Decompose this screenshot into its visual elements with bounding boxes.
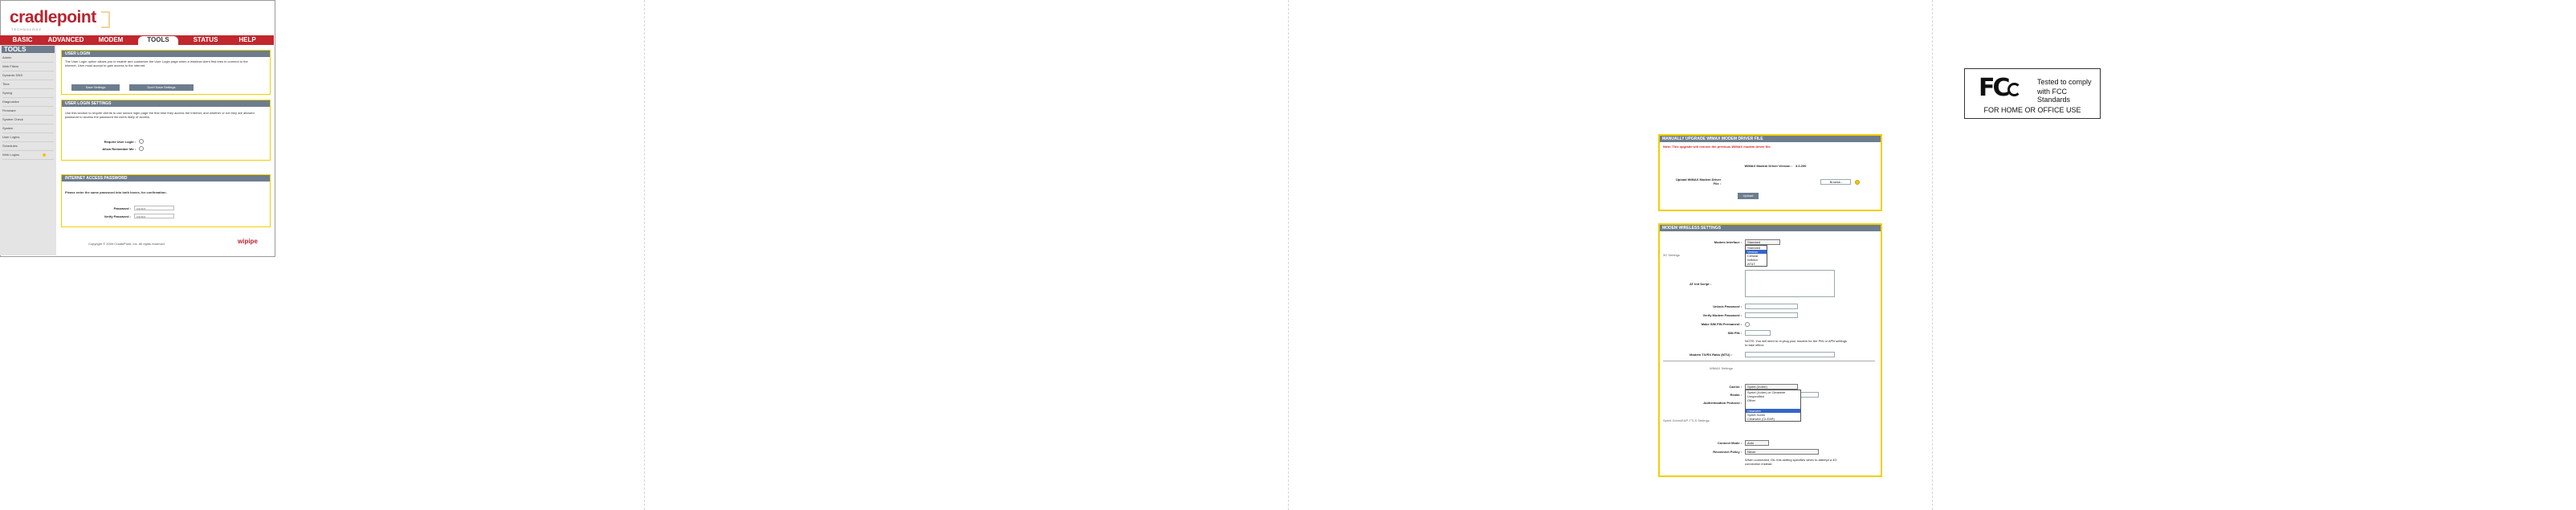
sidebar-item-user-logins[interactable]: User Logins <box>2 133 54 142</box>
sidebar <box>0 45 56 255</box>
verify-password-label: Verify Password : <box>104 214 131 218</box>
reconnect-policy-label: Reconnect Policy : <box>1713 450 1742 454</box>
option[interactable]: Sprint Xohm <box>1747 413 1766 417</box>
column-divider <box>1288 0 1289 510</box>
user-login-section <box>61 50 271 95</box>
mtu-input[interactable] <box>1745 352 1835 357</box>
save-settings-button[interactable]: Save Settings <box>71 84 120 91</box>
sidebar-item-system-check[interactable]: System Check <box>2 116 54 124</box>
modem-interface-label: Modem Interface : <box>1714 240 1742 244</box>
upload-label-file: File : <box>1713 182 1721 186</box>
column-divider <box>1932 0 1933 510</box>
password-instructions: Please enter the same password into both boxes, for confirmation. <box>65 190 167 194</box>
require-login-checkbox[interactable] <box>139 139 144 144</box>
sidebar-item-web-filters[interactable]: Web Filters <box>2 63 54 71</box>
modem-interface-select[interactable]: Standard <box>1745 239 1780 245</box>
unlock-password-label: Unlock Password : <box>1713 304 1742 308</box>
wimax-driver-upgrade-panel <box>1658 134 1882 211</box>
sidebar-item-time[interactable]: Time <box>2 80 54 89</box>
connect-mode-select[interactable]: Auto <box>1745 440 1769 446</box>
router-tools-page <box>0 0 275 257</box>
sidebar-item-firmware[interactable]: Firmware <box>2 107 54 116</box>
logo-bracket-icon <box>101 11 110 28</box>
user-login-settings-section <box>61 100 271 161</box>
wimax-settings-heading: WiMAX Settings <box>1710 366 1733 370</box>
require-login-label: Require User Login : <box>104 140 136 144</box>
at-init-textarea[interactable] <box>1745 270 1835 297</box>
sidebar-item-admin[interactable]: Admin <box>2 54 54 63</box>
carrier-label: Carrier : <box>1729 385 1742 389</box>
panel-title: MODEM WIRELESS SETTINGS <box>1660 225 1881 231</box>
section-title: USER LOGIN SETTINGS <box>62 100 270 107</box>
fcc-line-1: Tested to comply <box>2037 78 2092 86</box>
nav-modem[interactable]: MODEM <box>98 36 124 43</box>
sim-permanent-label: Make SIM PIN Permanent : <box>1701 322 1742 326</box>
option[interactable]: Unspecified <box>1747 394 1764 398</box>
upload-label: Upload WiMAX Modem Driver <box>1676 177 1722 182</box>
option[interactable]: AT&T <box>1747 262 1755 266</box>
realm-label: Realm : <box>1730 393 1742 397</box>
pin-note: NOTE: You will need to re-plug your modem for the PIN or APN settings <box>1745 339 1847 343</box>
sidebar-item-web-logins[interactable]: Web Logins <box>2 151 54 160</box>
option[interactable]: Other <box>1747 398 1756 402</box>
password-label: Password : <box>113 206 131 210</box>
wipipe-logo: wipipe <box>238 238 258 245</box>
reconnect-policy-select[interactable]: Never <box>1745 449 1819 455</box>
option[interactable]: WiMAX <box>1747 258 1759 262</box>
modem-wireless-settings-panel <box>1658 223 1882 477</box>
option-highlighted[interactable]: Verizon <box>1746 250 1767 254</box>
verify-password-input[interactable]: •••••••• <box>134 214 174 218</box>
sidebar-item-diagnostics[interactable]: Diagnostics <box>2 98 54 107</box>
help-icon <box>1855 180 1860 185</box>
spacer <box>1746 402 1800 409</box>
option[interactable]: Sprint (Xohm) or Clearwire <box>1747 390 1786 394</box>
nav-status[interactable]: STATUS <box>193 36 218 43</box>
sidebar-title: TOOLS <box>2 46 55 53</box>
carrier-select[interactable]: Sprint (Xohm) <box>1745 384 1798 390</box>
verify-modem-password-label: Verify Modem Password : <box>1702 313 1742 317</box>
nav-basic[interactable]: BASIC <box>12 36 33 43</box>
sim-pin-input[interactable] <box>1745 330 1771 336</box>
driver-version-label: WiMAX Modem Driver Version : <box>1744 164 1792 168</box>
nav-help[interactable]: HELP <box>238 36 256 43</box>
nav-tools[interactable]: TOOLS <box>138 36 178 45</box>
fcc-logo: FC <box>1979 74 2008 102</box>
driver-version-value: 3.0.200 <box>1795 164 1807 168</box>
fcc-line-2: with FCC Standards <box>2037 88 2071 104</box>
sim-pin-label: SIM PIN : <box>1727 331 1742 335</box>
mtu-label: Modem TX/RX Ratio (MTU) : <box>1689 353 1732 357</box>
allow-remember-checkbox[interactable] <box>139 146 144 151</box>
column-divider <box>644 0 645 510</box>
dont-save-settings-button[interactable]: Don't Save Settings <box>129 84 194 91</box>
browse-button[interactable]: Browse... <box>1820 179 1851 185</box>
internet-password-section <box>61 174 271 227</box>
reconnect-note-cont: connection instead. <box>1745 462 1773 466</box>
carrier-dropdown <box>1745 390 1801 422</box>
panel-title: MANUALLY UPGRADE WIMAX MODEM DRIVER FILE <box>1660 136 1881 142</box>
option-highlighted[interactable]: Clearwire <box>1746 409 1800 413</box>
modem-interface-dropdown <box>1745 245 1767 267</box>
sidebar-item-system[interactable]: System <box>2 124 54 133</box>
cdma-settings-heading: 3G Settings <box>1663 253 1680 257</box>
pin-note-cont: to take effect. <box>1745 343 1764 347</box>
connect-mode-label: Connect Mode : <box>1718 441 1742 445</box>
auth-protocol-label: Authentication Protocol : <box>1703 401 1742 405</box>
copyright-footer: Copyright © 2009 CradlePoint, Inc. All rights reserved. <box>88 242 165 246</box>
allow-remember-label: Allow Remember Me : <box>102 147 136 151</box>
section-title: USER LOGIN <box>62 51 270 57</box>
fcc-line-3: FOR HOME OR OFFICE USE <box>1983 106 2081 114</box>
section-description: The User Login option allows you to enable and customize the User Login page when a wireless client first tries to connect to the Internet. User must accept to gain access to the internet. <box>65 59 248 67</box>
section-description: Use this section to require clients to use secure login page the first time they access the Internet, and whether or not they are allowed password to access the password list users likely of access. <box>65 111 255 119</box>
option[interactable]: Cellular <box>1747 254 1759 258</box>
upgrade-note: Note: This upgrade will remove the previous WiMAX modem driver file. <box>1663 145 1771 149</box>
sidebar-item-schedules[interactable]: Schedules <box>2 142 54 151</box>
unlock-password-input[interactable] <box>1745 304 1798 309</box>
password-input[interactable]: •••••••• <box>134 206 174 210</box>
sim-permanent-checkbox[interactable] <box>1745 322 1750 327</box>
section-title: INTERNET ACCESS PASSWORD <box>62 175 270 182</box>
verify-modem-password-input[interactable] <box>1745 312 1798 318</box>
fcc-compliance-label <box>1964 68 2101 119</box>
upload-button[interactable]: Upload <box>1738 193 1759 199</box>
main-nav <box>0 35 274 45</box>
sidebar-item-syslog[interactable]: Syslog <box>2 89 54 98</box>
at-init-label: AT Init Script : <box>1689 282 1711 286</box>
sidebar-item-dynamic-dns[interactable]: Dynamic DNS <box>2 71 54 80</box>
option[interactable]: Clearwire (CLEAR) <box>1747 417 1775 421</box>
cradlepoint-logo: cradlepoint TECHNOLOGY <box>10 8 96 31</box>
nav-advanced[interactable]: ADVANCED <box>47 36 84 43</box>
reconnect-note: When connected, DIL this setting specifies when to attempt a 4G <box>1745 458 1837 462</box>
option[interactable]: Standard <box>1747 246 1761 250</box>
sprint-settings-heading: Sprint Xohm/EAP-TTLS Settings <box>1663 418 1710 422</box>
